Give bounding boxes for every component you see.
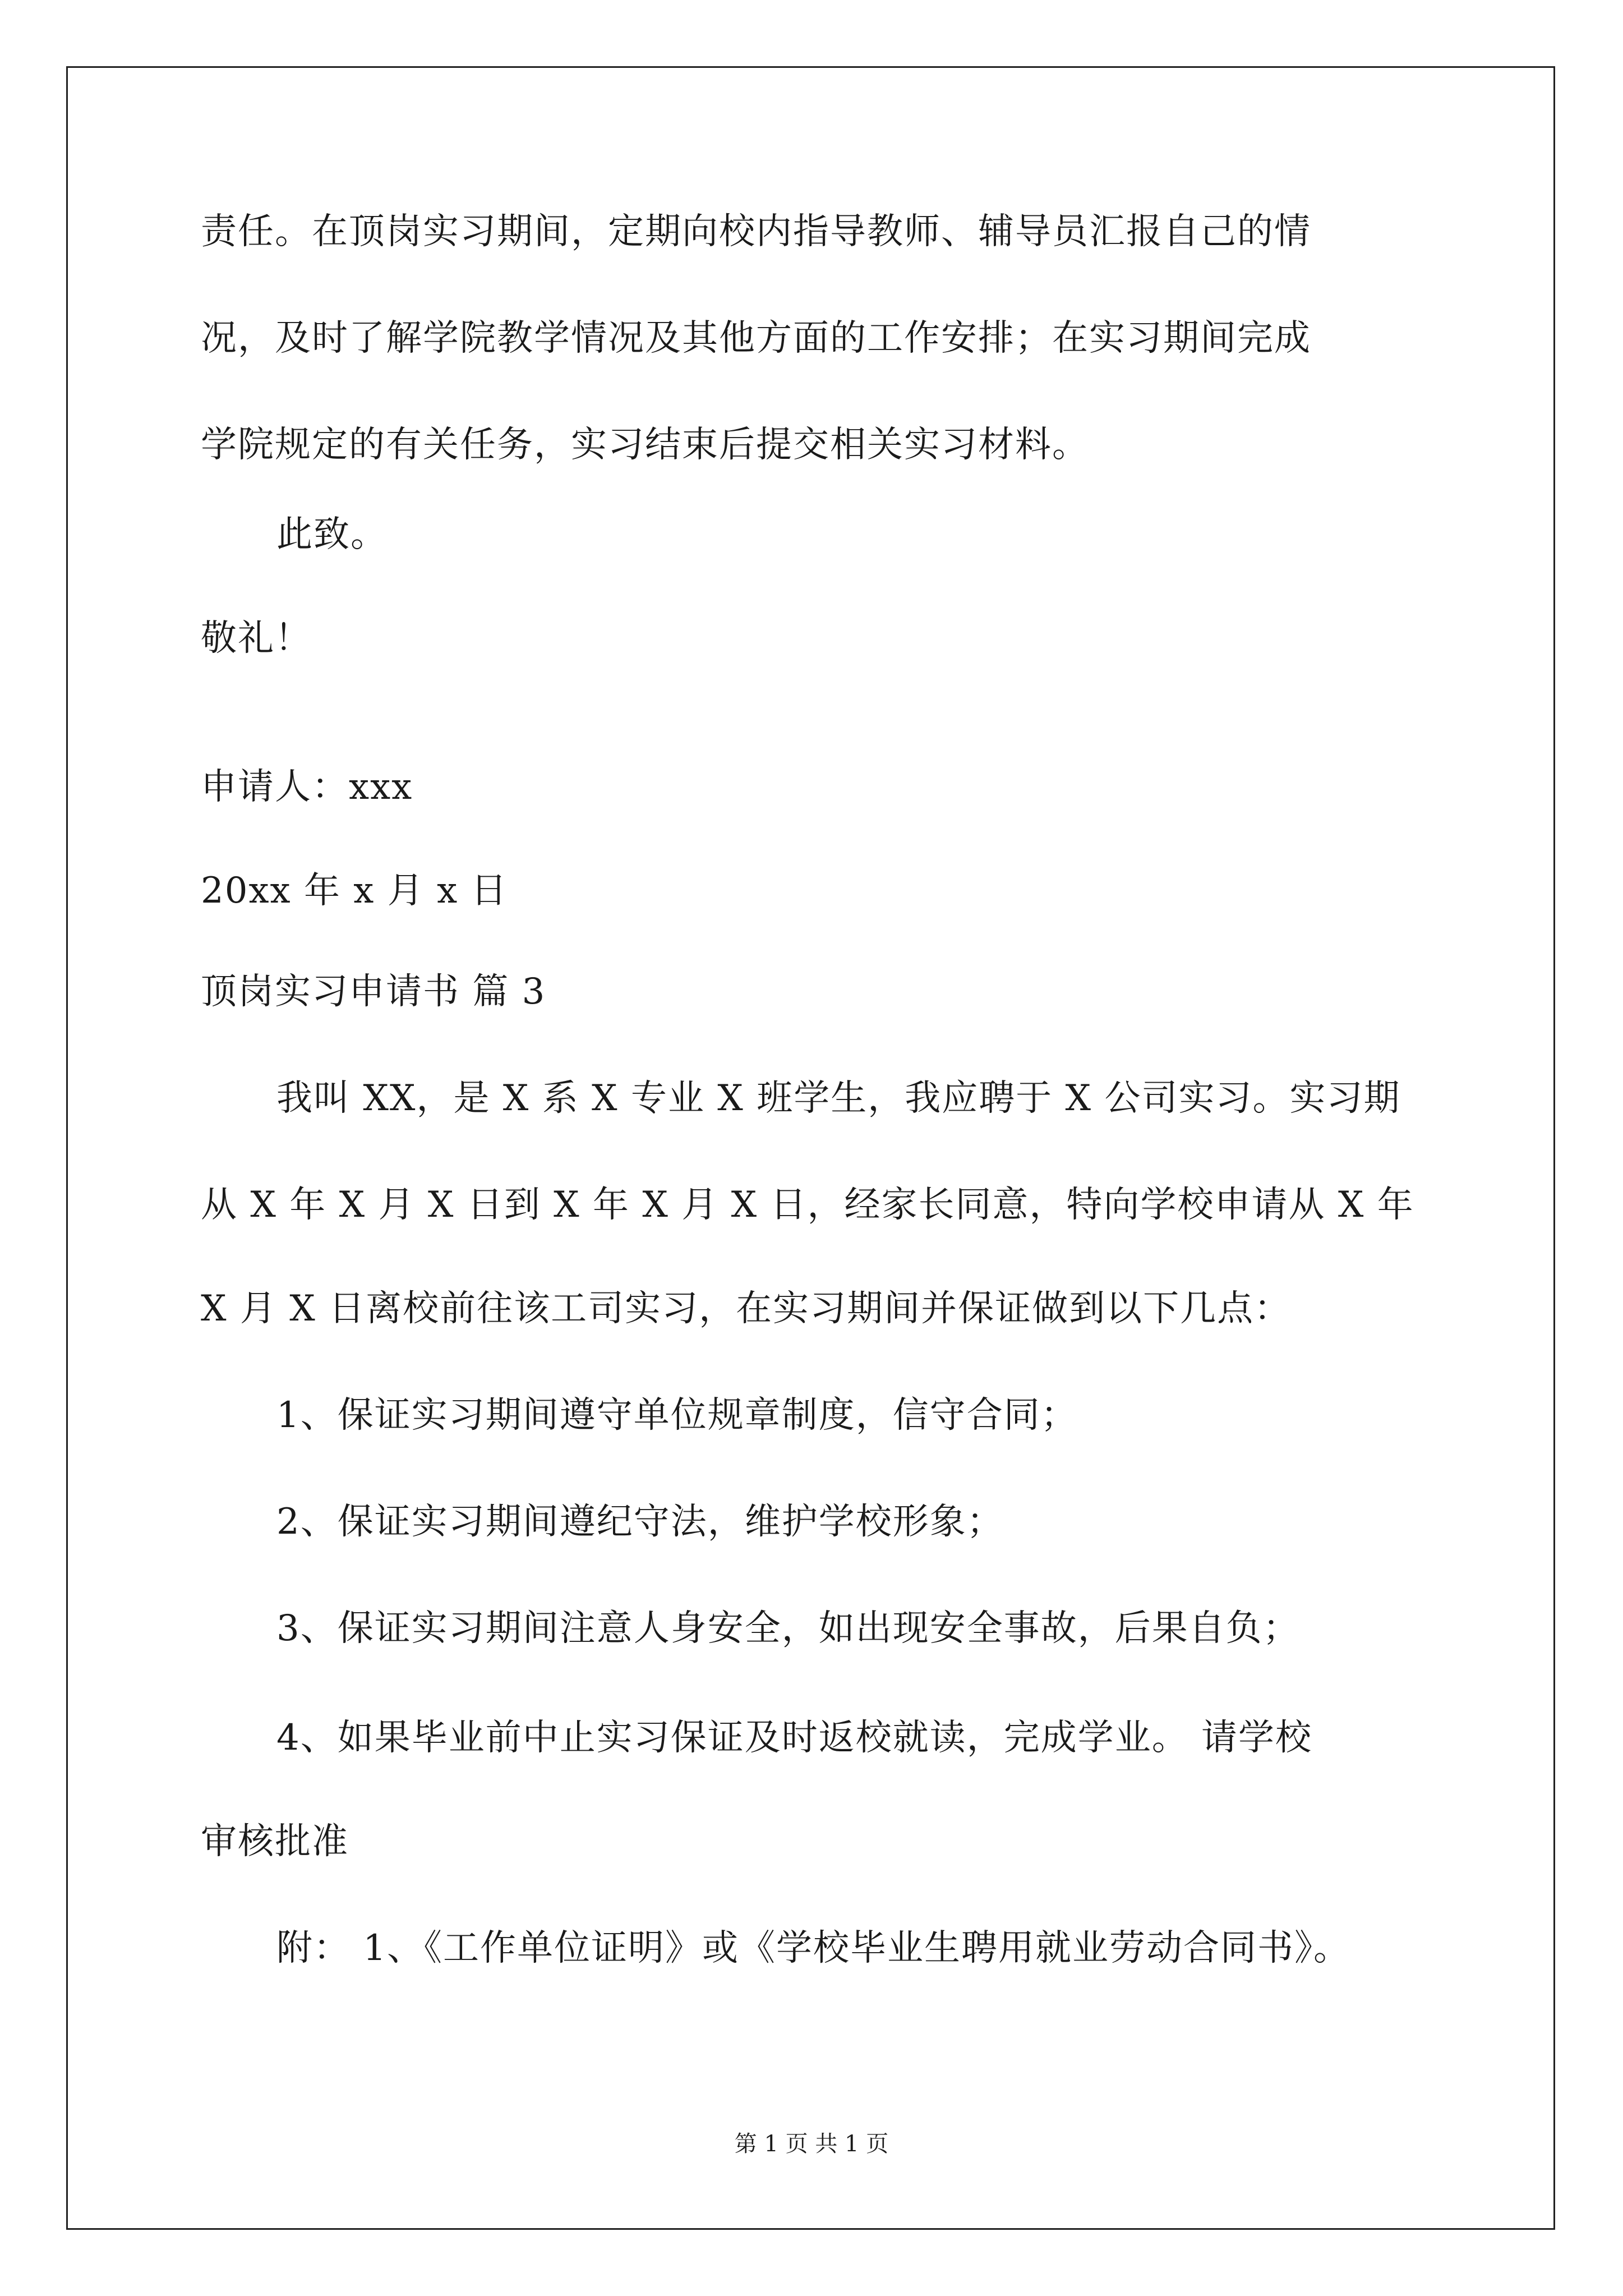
closing-phrase: 此致。	[276, 514, 388, 555]
list-item: 3、保证实习期间注意人身安全，如出现安全事故，后果自负；	[276, 1608, 1300, 1649]
body-text-line: 从 X 年 X 月 X 日到 X 年 X 月 X 日，经家长同意，特向学校申请从 X 年	[201, 1184, 1414, 1226]
list-item: 1、保证实习期间遵守单位规章制度，信守合同；	[276, 1395, 1078, 1436]
body-text-line: 我叫 XX，是 X 系 X 专业 X 班学生，我应聘于 X 公司实习。实习期	[276, 1078, 1401, 1119]
salutation: 敬礼！	[201, 618, 312, 659]
applicant-name: 申请人：xxx	[201, 766, 413, 808]
body-text-line: X 月 X 日离校前往该工司实习，在实习期间并保证做到以下几点：	[201, 1288, 1292, 1329]
list-item: 2、保证实习期间遵纪守法，维护学校形象；	[276, 1501, 1004, 1543]
section-heading: 顶岗实习申请书 篇 3	[201, 971, 546, 1013]
page-frame	[66, 66, 1555, 2230]
page-number-footer: 第 1 页 共 1 页	[734, 2131, 889, 2157]
body-text-line: 学院规定的有关任务，实习结束后提交相关实习材料。	[201, 424, 1089, 466]
attachment-line: 附： 1、《工作单位证明》或《学校毕业生聘用就业劳动合同书》。	[276, 1927, 1351, 1969]
date-line: 20xx 年 x 月 x 日	[201, 870, 508, 912]
body-text-line: 况，及时了解学院教学情况及其他方面的工作安排；在实习期间完成	[201, 318, 1311, 359]
body-text-line: 责任。在顶岗实习期间，定期向校内指导教师、辅导员汇报自己的情	[201, 211, 1311, 252]
list-item: 4、如果毕业前中止实习保证及时返校就读，完成学业。 请学校	[276, 1717, 1313, 1759]
body-text-line: 审核批准	[201, 1821, 349, 1862]
